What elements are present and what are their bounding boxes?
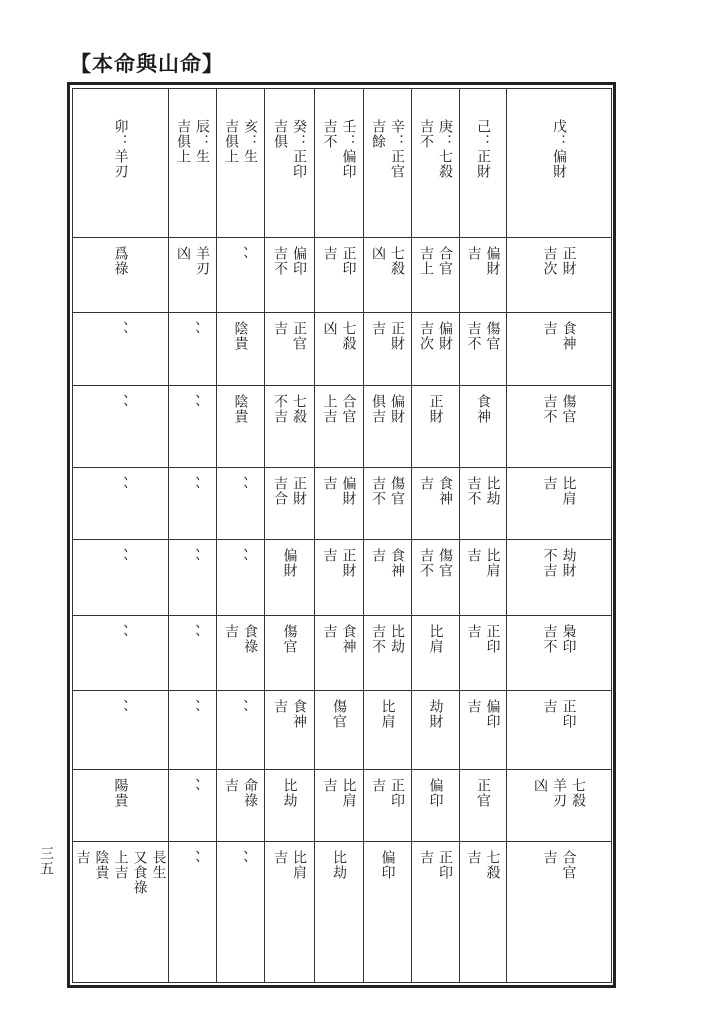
cell-text: 吉	[465, 850, 482, 866]
cell-text: 正財	[560, 245, 577, 276]
cell-text: 吉不	[370, 623, 386, 654]
header-cell	[315, 89, 364, 238]
cell-text: 癸：正印	[291, 119, 307, 179]
table-cell	[265, 468, 315, 540]
table-cell	[507, 468, 612, 540]
cell-text: 吉	[465, 548, 482, 564]
table-cell	[460, 769, 507, 841]
cell-text: 、、	[112, 476, 129, 500]
cell-text: 吉次	[418, 321, 434, 352]
table-cell	[73, 691, 169, 769]
header-cell	[73, 89, 169, 238]
table-cell	[315, 540, 364, 615]
cell-text: 吉	[418, 476, 434, 492]
cell-text: 傷官	[437, 548, 453, 579]
table-cell	[364, 769, 412, 841]
cell-text: 吉合	[272, 476, 288, 507]
table-cell	[507, 691, 612, 769]
table-cell	[507, 842, 612, 983]
table-cell	[315, 769, 364, 841]
table-row	[73, 313, 612, 385]
cell-text: 比肩	[340, 777, 357, 808]
cell-text: 吉	[74, 850, 91, 866]
cell-text: 吉不	[541, 623, 558, 654]
cell-text: 、、	[184, 623, 201, 647]
table-cell	[507, 237, 612, 312]
table-row	[73, 615, 612, 690]
table-row	[73, 842, 612, 983]
table-cell	[460, 540, 507, 615]
table-cell	[315, 842, 364, 983]
cell-text: 吉	[465, 699, 482, 715]
cell-text: 戊：偏財	[551, 119, 567, 179]
cell-text: 梟印	[560, 623, 577, 654]
cell-text: 偏財	[484, 245, 501, 276]
cell-text: 吉不	[465, 321, 482, 352]
cell-text: 俱吉	[370, 393, 386, 424]
table-cell	[364, 842, 412, 983]
cell-text: 不吉	[272, 393, 288, 424]
cell-text: 傷官	[560, 393, 577, 424]
cell-text: 比劫	[331, 850, 347, 881]
table-cell	[412, 540, 460, 615]
cell-text: 偏印	[484, 699, 501, 730]
cell-text: 命祿	[242, 777, 258, 808]
cell-text: 凶	[370, 245, 386, 261]
cell-text: 又食祿	[131, 850, 148, 896]
cell-text: 、、	[232, 850, 249, 874]
cell-text: 吉上	[418, 245, 434, 276]
cell-text: 偏印	[291, 245, 307, 276]
cell-text: 七殺	[484, 850, 501, 881]
cell-text: 比肩	[560, 476, 577, 507]
cell-text: 庚：七殺	[437, 119, 453, 179]
cell-text: 吉俱上	[175, 119, 191, 164]
cell-text: 吉	[370, 548, 386, 564]
cell-text: 比肩	[484, 548, 501, 579]
cell-text: 陽貴	[112, 777, 129, 808]
cell-text: 、、	[112, 623, 129, 647]
table-cell	[169, 691, 217, 769]
table-cell	[217, 691, 265, 769]
table-cell	[315, 468, 364, 540]
cell-text: 吉不	[465, 476, 482, 507]
table-cell	[169, 468, 217, 540]
table-cell	[460, 615, 507, 690]
table-cell	[265, 842, 315, 983]
cell-text: 吉不	[418, 119, 434, 149]
cell-text: 傷官	[281, 623, 298, 654]
cell-text: 食神	[291, 699, 307, 730]
cell-text: 偏印	[379, 850, 396, 881]
cell-text: 、、	[232, 476, 249, 500]
cell-text: 吉次	[541, 245, 558, 276]
cell-text: 七殺	[340, 321, 357, 352]
table-cell	[364, 237, 412, 312]
cell-text: 凶	[175, 245, 191, 261]
table-cell	[217, 540, 265, 615]
table-cell	[265, 540, 315, 615]
cell-text: 吉	[541, 699, 558, 715]
cell-text: 吉	[370, 777, 386, 793]
cell-text: 吉	[418, 850, 434, 866]
cell-text: 吉俱	[272, 119, 288, 149]
cell-text: 七殺	[570, 777, 586, 808]
cell-text: 、、	[184, 850, 201, 874]
cell-text: 吉不	[418, 548, 434, 579]
cell-text: 不吉	[541, 548, 558, 579]
table-cell	[315, 237, 364, 312]
table-row	[73, 385, 612, 467]
header-cell	[507, 89, 612, 238]
cell-text: 偏財	[389, 393, 405, 424]
table-cell	[217, 769, 265, 841]
cell-text: 卯：羊刃	[112, 119, 129, 179]
table-cell	[507, 615, 612, 690]
cell-text: 偏財	[281, 548, 298, 579]
cell-text: 七殺	[389, 245, 405, 276]
cell-text: 、、	[112, 548, 129, 572]
table-cell	[217, 313, 265, 385]
cell-text: 、、	[184, 321, 201, 345]
cell-text: 陰貴	[93, 850, 110, 881]
cell-text: 正財	[389, 321, 405, 352]
cell-text: 吉不	[370, 476, 386, 507]
table-cell	[364, 313, 412, 385]
cell-text: 正財	[427, 393, 444, 424]
cell-text: 、、	[112, 393, 129, 417]
cell-text: 食神	[560, 321, 577, 352]
cell-text: 比劫	[281, 777, 298, 808]
header-cell	[169, 89, 217, 238]
cell-text: 吉	[541, 476, 558, 492]
table-cell	[412, 615, 460, 690]
table-cell	[315, 615, 364, 690]
table-cell	[412, 237, 460, 312]
table-row	[73, 237, 612, 312]
cell-text: 吉俱上	[223, 119, 239, 164]
cell-text: 、、	[184, 476, 201, 500]
fortune-table	[72, 88, 612, 983]
cell-text: 比肩	[379, 699, 396, 730]
cell-text: 吉餘	[370, 119, 386, 149]
table-cell	[169, 237, 217, 312]
cell-text: 辛：正官	[389, 119, 405, 179]
cell-text: 吉	[541, 321, 558, 337]
table-cell	[412, 385, 460, 467]
cell-text: 陰貴	[232, 321, 249, 352]
cell-text: 合官	[340, 393, 357, 424]
cell-text: 羊刃	[551, 777, 567, 808]
cell-text: 吉	[321, 623, 338, 639]
table-cell	[412, 691, 460, 769]
cell-text: 正印	[389, 777, 405, 808]
cell-text: 七殺	[291, 393, 307, 424]
table-cell	[73, 313, 169, 385]
table-cell	[364, 615, 412, 690]
cell-text: 壬：偏印	[340, 119, 357, 179]
page-title: 【本命與山命】	[70, 52, 224, 76]
table-cell	[507, 313, 612, 385]
table-cell	[217, 842, 265, 983]
cell-text: 吉	[465, 623, 482, 639]
table-cell	[169, 769, 217, 841]
table-cell	[364, 691, 412, 769]
cell-text: 偏財	[437, 321, 453, 352]
cell-text: 吉	[272, 850, 288, 866]
cell-text: 長生	[150, 850, 167, 881]
cell-text: 食祿	[242, 623, 258, 654]
cell-text: 吉	[321, 476, 338, 492]
table-cell	[73, 237, 169, 312]
table-cell	[460, 842, 507, 983]
cell-text: 、、	[232, 548, 249, 572]
table-cell	[169, 540, 217, 615]
table-cell	[217, 237, 265, 312]
cell-text: 、、	[232, 699, 249, 723]
cell-text: 爲祿	[112, 245, 129, 276]
table-cell	[507, 769, 612, 841]
cell-text: 比劫	[389, 623, 405, 654]
cell-text: 、、	[184, 777, 201, 801]
cell-text: 正官	[291, 321, 307, 352]
table-cell	[315, 385, 364, 467]
cell-text: 偏印	[427, 777, 444, 808]
table-cell	[169, 313, 217, 385]
cell-text: 吉不	[541, 393, 558, 424]
cell-text: 吉不	[272, 245, 288, 276]
table-row	[73, 691, 612, 769]
cell-text: 、、	[184, 393, 201, 417]
cell-text: 食神	[475, 393, 491, 424]
table-cell	[265, 691, 315, 769]
cell-text: 吉	[465, 245, 482, 261]
table-cell	[507, 385, 612, 467]
cell-text: 食神	[389, 548, 405, 579]
table-cell	[169, 615, 217, 690]
cell-text: 上吉	[112, 850, 129, 881]
cell-text: 陰貴	[232, 393, 249, 424]
cell-text: 傷官	[389, 476, 405, 507]
table-cell	[507, 540, 612, 615]
cell-text: 正財	[291, 476, 307, 507]
table-cell	[315, 313, 364, 385]
cell-text: 羊刃	[194, 245, 210, 276]
cell-text: 比肩	[427, 623, 444, 654]
page-number: 三五	[38, 846, 54, 876]
cell-text: 亥：生	[242, 119, 258, 164]
cell-text: 正印	[484, 623, 501, 654]
cell-text: 辰：生	[194, 119, 210, 164]
table-cell	[169, 385, 217, 467]
table-cell	[217, 385, 265, 467]
table-cell	[73, 385, 169, 467]
cell-text: 劫財	[427, 699, 444, 730]
header-row	[73, 89, 612, 238]
cell-text: 、、	[232, 245, 249, 269]
table-cell	[265, 769, 315, 841]
table-cell	[412, 842, 460, 983]
table-cell	[73, 769, 169, 841]
header-cell	[460, 89, 507, 238]
table-cell	[169, 842, 217, 983]
cell-text: 比肩	[291, 850, 307, 881]
cell-text: 吉	[321, 548, 338, 564]
table-cell	[265, 615, 315, 690]
table-cell	[412, 468, 460, 540]
table-row	[73, 540, 612, 615]
cell-text: 合官	[437, 245, 453, 276]
cell-text: 、、	[112, 699, 129, 723]
header-cell	[412, 89, 460, 238]
table-cell	[217, 468, 265, 540]
table-cell	[460, 237, 507, 312]
table-cell	[315, 691, 364, 769]
table-cell	[364, 468, 412, 540]
cell-text: 吉	[321, 245, 338, 261]
cell-text: 比劫	[484, 476, 501, 507]
cell-text: 傷官	[331, 699, 347, 730]
cell-text: 吉	[272, 321, 288, 337]
cell-text: 偏財	[340, 476, 357, 507]
cell-text: 、、	[184, 548, 201, 572]
table-cell	[460, 313, 507, 385]
table-cell	[460, 691, 507, 769]
cell-text: 凶	[532, 777, 548, 793]
cell-text: 吉	[370, 321, 386, 337]
table-row	[73, 468, 612, 540]
cell-text: 正官	[475, 777, 491, 808]
cell-text: 吉	[223, 623, 239, 639]
cell-text: 、、	[184, 699, 201, 723]
table-cell	[73, 842, 169, 983]
table-cell	[217, 615, 265, 690]
cell-text: 劫財	[560, 548, 577, 579]
cell-text: 凶	[321, 321, 338, 337]
cell-text: 吉	[223, 777, 239, 793]
cell-text: 己：正財	[475, 119, 491, 179]
cell-text: 正印	[437, 850, 453, 881]
cell-text: 正印	[560, 699, 577, 730]
table-row	[73, 769, 612, 841]
cell-text: 正印	[340, 245, 357, 276]
table-cell	[265, 237, 315, 312]
table-cell	[73, 540, 169, 615]
cell-text: 食神	[340, 623, 357, 654]
cell-text: 、、	[112, 321, 129, 345]
header-cell	[265, 89, 315, 238]
table-cell	[460, 468, 507, 540]
cell-text: 合官	[560, 850, 577, 881]
table-cell	[73, 468, 169, 540]
cell-text: 吉	[321, 777, 338, 793]
cell-text: 傷官	[484, 321, 501, 352]
cell-text: 食神	[437, 476, 453, 507]
header-cell	[364, 89, 412, 238]
cell-text: 上吉	[321, 393, 338, 424]
cell-text: 正財	[340, 548, 357, 579]
table-cell	[73, 615, 169, 690]
table-cell	[364, 540, 412, 615]
table-cell	[412, 313, 460, 385]
header-cell	[217, 89, 265, 238]
cell-text: 吉不	[321, 119, 338, 149]
table-cell	[265, 385, 315, 467]
table-cell	[460, 385, 507, 467]
table-cell	[412, 769, 460, 841]
table-cell	[364, 385, 412, 467]
table-cell	[265, 313, 315, 385]
cell-text: 吉	[541, 850, 558, 866]
cell-text: 吉	[272, 699, 288, 715]
